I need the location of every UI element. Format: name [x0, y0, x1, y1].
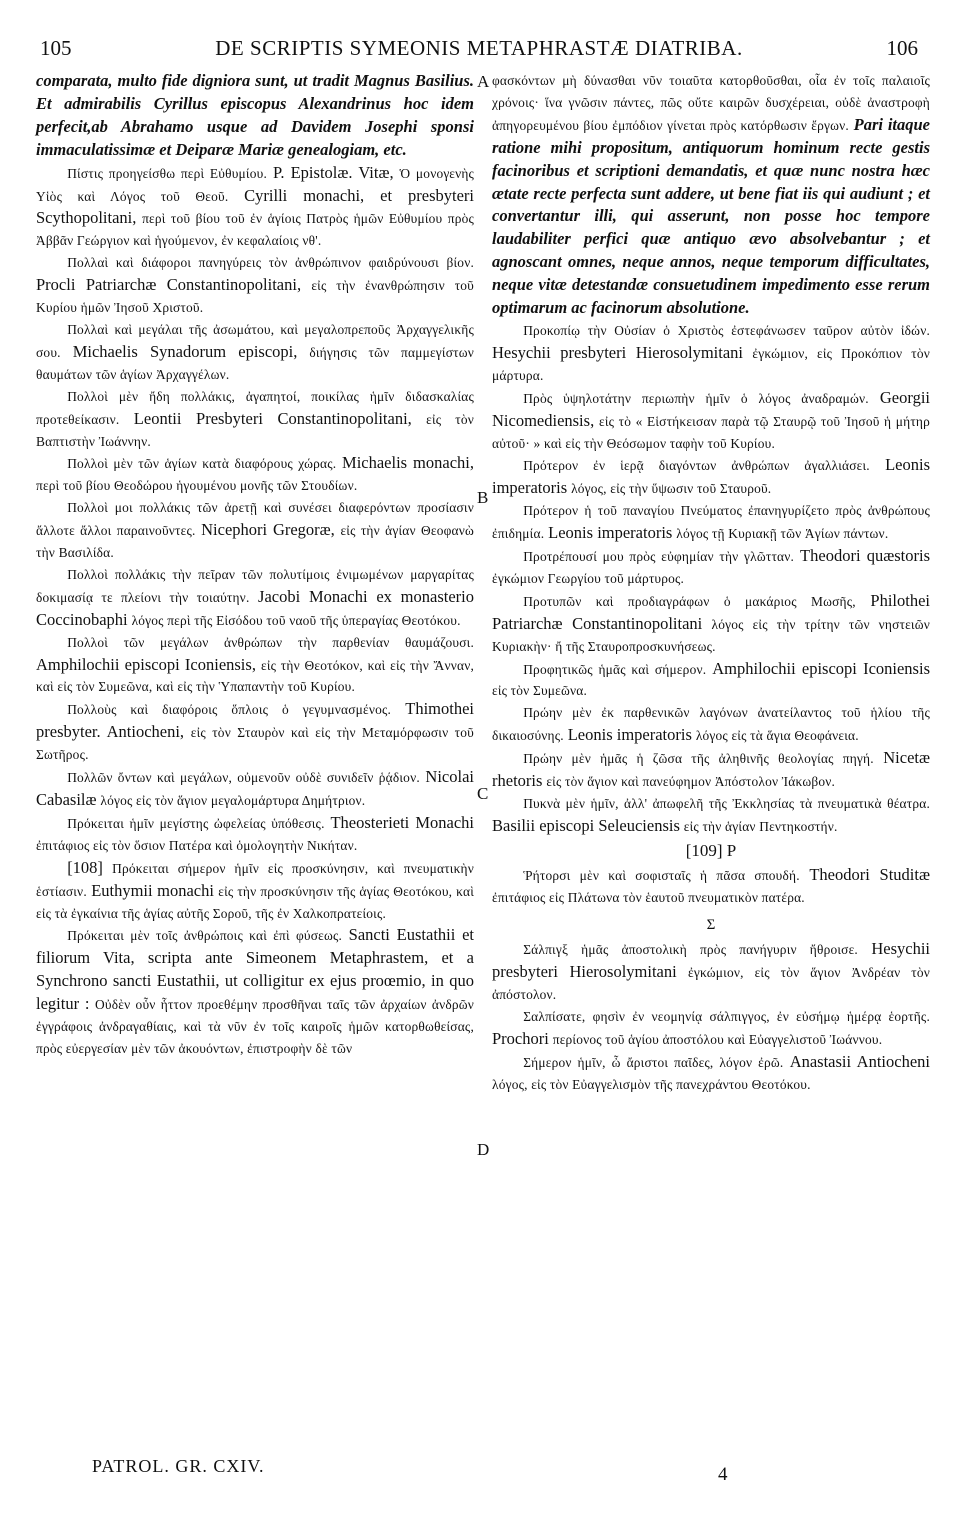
paragraph: Προφητικῶς ἡμᾶς καὶ σήμερον. Amphilochii episcopi Iconiensis εἰς τὸν Συμεῶνα.: [492, 658, 930, 699]
paragraph: Πολλῶν ὄντων καὶ μεγάλων, οὐμενοῦν οὐδὲ συνιδεῖν ῥᾴδιον. Nicolai Cabasilæ λόγος εἰς τὸν ἅγιον μεγαλομάρτυρα Δημήτριον.: [36, 767, 474, 809]
paragraph: Σάλπιγξ ἡμᾶς ἀποστολικὴ πρὸς πανήγυριν ἤθροισε. Hesychii presbyteri Hierosolymitani ἐγκώμιον, εἰς τὸν ἅγιον Ἀνδρέαν τὸν ἀπόστολον.: [492, 939, 930, 1003]
margin-marker-c: C: [477, 784, 489, 803]
paragraph: [108] Πρόκειται σήμερον ἡμῖν εἰς προσκύνησιν, καὶ πνευματικὴν ἑστίασιν. Euthymii monachi εἰς τὴν προσκύνησιν τῆς ἁγίας Θεοτόκου, καὶ εἰς τὰ ἐγκαίνια τῆς ἁγίας αὐτῆς Σοροῦ, τῆς ἐν Χαλκοπρατείοις.: [36, 857, 474, 921]
right-column: [492, 70, 930, 1096]
paragraph: φασκόντων μὴ δύνασθαι νῦν τοιαῦτα κατορθοῦσθαι, οἷα ἐν τοῖς παλαιοῖς χρόνοις· ἵνα γνῶσιν πάντες, πῶς οὔτε καιρῶν δυσχέρειαι, οὐδὲ ἀναστροφὴ ἀπηγορευμένου βίου ἐμπόδιον γίνεται πρὸς κατόρθωσιν ἔργων. Pari itaque ratione mihi propositum, antiquorum hominum recte gestis facinoribus et scriptioni demandatis, et quæ nunc nostra hæc ætate recte perfecta sunt addere, ut bene fiat iis qui audiunt ; et convertantur illi, qui asserunt, non posse hoc tempore laudabiliter perfici quæ antiquo ævo absolvebantur ; et agnoscant omnes, neque annos, neque temporum difficultates, neque vitæ detestandæ consuetudinem impedimento esse rerum optimarum ac facinorum absolutione.: [492, 73, 930, 318]
paragraph: Πολλαὶ καὶ διάφοροι πανηγύρεις τὸν ἀνθρώπινον φαιδρύνουσι βίον. Procli Patriarchæ Constantinopolitani, εἰς τὴν ἐνανθρώπησιν τοῦ Κυρίου ἡμῶν Ἰησοῦ Χριστοῦ.: [36, 255, 475, 316]
paragraph: Πολλοὶ μοι πολλάκις τῶν ἀρετῇ καὶ συνέσει διαφερόντων προσίασιν ἄλλοτε ἄλλοι παραινοῦντες. Nicephori Gregoræ, εἰς τὴν ἁγίαν Θεοφανὼ τὴν Βασιλίδα.: [36, 500, 475, 561]
paragraph: Προτρέπουσί μου πρὸς εὐφημίαν τὴν γλῶτταν. Theodori quæstoris ἐγκώμιον Γεωργίου τοῦ μάρτυρος.: [492, 546, 931, 586]
paragraph: Σήμερον ἡμῖν, ὦ ἄριστοι παῖδες, λόγον ἐρῶ. Anastasii Antiocheni λόγος, εἰς τὸν Εὐαγγελισμὸν τῆς πανεχράντου Θεοτόκου.: [492, 1051, 930, 1092]
page-number-right: 106: [886, 36, 918, 60]
section-number: [109] P: [685, 840, 737, 860]
footer-signature: PATROL. GR. CXIV.: [92, 1456, 265, 1476]
paragraph: Πρώην μὲν ἡμᾶς ἡ ζῶσα τῆς ἀληθινῆς θεολογίας πηγή. Nicetæ rhetoris εἰς τὸν ἅγιον καὶ πανεύφημον Ἀπόστολον Ἰάκωβον.: [492, 748, 930, 791]
paragraph: Πρόκειται ἡμῖν μεγίστης ὠφελείας ὑπόθεσις. Theosterieti Monachi ἐπιτάφιος εἰς τὸν ὅσιον Πατέρα καὶ ὁμολογητὴν Νικήταν.: [36, 812, 474, 853]
paragraph: Ῥήτορσι μὲν καὶ σοφισταῖς ἡ πᾶσα σπουδή. Theodori Studitæ ἐπιτάφιος εἰς Πλάτωνα τὸν ἑαυτοῦ πνευματικὸν πατέρα.: [492, 864, 930, 905]
running-header: [40, 36, 918, 66]
margin-marker-d: D: [477, 1140, 490, 1159]
paragraph: Πρότερον ἡ τοῦ παναγίου Πνεύματος ἐπανηγυρίζετο πρὸς ἀνθρώπους ἐπιδημία. Leonis imperatoris λόγος τῇ Κυριακῇ τῶν Ἁγίων πάντων.: [492, 503, 930, 543]
paragraph: Πολλοὶ μὲν ἤδη πολλάκις, ἀγαπητοί, ποικίλας ἡμῖν διδασκαλίας προτεθείκασιν. Leontii Presbyteri Constantinopolitani, εἰς τὸν Βαπτιστὴν Ἰωάννην.: [36, 388, 474, 449]
paragraph: Πρὸς ὑψηλοτάτην περιωπὴν ἡμῖν ὁ λόγος ἀναδραμών. Georgii Nicomediensis, εἰς τὸ « Εἱστήκεισαν παρὰ τῷ Σταυρῷ τοῦ Ἰησοῦ ἡ μήτηρ αὐτοῦ· » καὶ εἰς τὴν Θεόσωμον ταφὴν τοῦ Κυρίου.: [492, 387, 930, 451]
paragraph: Πρόκειται μὲν τοῖς ἀνθρώποις καὶ ἐπὶ φύσεως. Sancti Eustathii et filiorum Vita, scripta ante Simeonem Metaphrastem, et a Synchrono sancti Eustathii, ut colligitur ex ejus proœmio, in quo legitur : Οὐδὲν οὖν ἧττον προεθέμην προσθῆναι ταῖς τῶν ἀρχαίων ἀνδρῶν ἐγγράφοις ἀνδραγαθίαις, καὶ τὰ νῦν ἐν τοῖς καιροῖς ἡμῶν κατορθωθείσας, πρὸς εὐεργεσίαν μὲν τῶν ἀκουόντων, ἐπιστροφὴν δὲ τῶν: [36, 925, 475, 1056]
running-title: DE SCRIPTIS SYMEONIS METAPHRASTÆ DIATRIBA.: [215, 36, 743, 60]
margin-marker-a: A: [477, 72, 490, 91]
paragraph: Πολλοὺς καὶ διαφόροις ὅπλοις ὁ γεγυμνασμένος. Thimothei presbyter. Antiocheni, εἰς τὸν Σταυρὸν καὶ εἰς τὴν Μεταμόρφωσιν τοῦ Σωτῆρος.: [36, 699, 474, 763]
paragraph: comparata, multo fide digniora sunt, ut tradit Magnus Basilius. Et admirabilis Cyrillus episcopus Alexandrinus hoc idem perfecit,ab Abrahamo usque ad Davidem Josephi sponsi immaculatissimæ et Deiparæ Mariæ genealogiam, etc.: [36, 71, 474, 159]
paragraph: Πίστις προηγείσθω περὶ Εὐθυμίου. P. Epistolæ. Vitæ, Ὁ μονογενὴς Υἱὸς καὶ Λόγος τοῦ Θεοῦ. Cyrilli monachi, et presbyteri Scythopolitani, περὶ τοῦ βίου τοῦ ἐν ἁγίοις Πατρὸς ἡμῶν Εὐθυμίου πρὸς Ἀββᾶν Γεώργιον καὶ ἡγούμενον, ἐν κεφαλαίοις νθ'.: [36, 162, 475, 249]
paragraph: Προκοπίῳ τὴν Οὐσίαν ὁ Χριστὸς ἐστεφάνωσεν ταῦρον αὐτὸν ἰδών. Hesychii presbyteri Hierosolymitani ἐγκώμιον, εἰς Προκόπιον τὸν μάρτυρα.: [492, 322, 930, 383]
section-letter: Σ: [706, 916, 716, 933]
paragraph: Πολλοὶ μὲν τῶν ἁγίων κατὰ διαφόρους χώρας. Michaelis monachi, περὶ τοῦ βίου Θεοδώρου ἡγουμένου μονῆς τῶν Στουδίων.: [36, 453, 474, 494]
left-column: [36, 70, 474, 1060]
paragraph: Πρώην μὲν ἐκ παρθενικῶν λαγόνων ἀνατείλαντος τοῦ ἡλίου τῆς δικαιοσύνης. Leonis imperatoris λόγος εἰς τὰ ἅγια Θεοφάνεια.: [492, 705, 930, 745]
paragraph: Πολλοὶ τῶν μεγάλων ἀνθρώπων τὴν παρθενίαν θαυμάζουσι. Amphilochii episcopi Iconiensis, εἰς τὴν Θεοτόκον, καὶ εἰς τὴν Ἄνναν, καὶ εἰς τὸν Συμεῶνα, καὶ εἰς τὴν Ὑπαπαντὴν τοῦ Κυρίου.: [36, 634, 475, 695]
paragraph: Πολλαὶ καὶ μεγάλαι τῆς ἀσωμάτου, καὶ μεγαλοπρεποῦς Ἀρχαγγελικῆς σου. Michaelis Synadorum episcopi, διήγησις τῶν παμμεγίστων θαυμάτων τῶν ἁγίων Ἀρχαγγέλων.: [36, 321, 474, 382]
footer-signature-number: 4: [718, 1464, 728, 1485]
paragraph: Πολλοὶ πολλάκις τὴν πεῖραν τῶν πολυτίμοις ἐνιμωμένων μαργαρίτας δοκιμασίᾳ τε πλείονι τὴν τοιαύτην. Jacobi Monachi ex monasterio Coccinobaphi λόγος περὶ τῆς Εἰσόδου τοῦ ναοῦ τῆς ὑπεραγίας Θεοτόκου.: [36, 566, 474, 629]
paragraph: Προτυπῶν καὶ προδιαγράφων ὁ μακάριος Μωσῆς, Philothei Patriarchæ Constantinopolitani λόγος εἰς τὴν τρίτην τῶν νηστειῶν Κυριακὴν· ἤ τῆς Σταυροπροσκυνήσεως.: [492, 590, 931, 654]
page-number-left: 105: [40, 36, 72, 60]
paragraph: Πρότερον ἐν ἱερᾷ διαγόντων ἀνθρώπων ἀγαλλιάσει. Leonis imperatoris λόγος, εἰς τὴν ὕψωσιν τοῦ Σταυροῦ.: [492, 455, 931, 498]
margin-marker-b: B: [477, 488, 489, 507]
paragraph: Πυκνὰ μὲν ἡμῖν, ἀλλ' ἀπωφελῆ τῆς Ἐκκλησίας τὰ πνευματικὰ θέατρα. Basilii episcopi Seleuciensis εἰς τὴν ἁγίαν Πεντηκοστήν.: [492, 796, 930, 835]
paragraph: Σαλπίσατε, φησὶν ἐν νεομηνίᾳ σάλπιγγος, ἐν εὐσήμῳ ἡμέρᾳ ἑορτῆς. Prochori περίονος τοῦ ἁγίου ἀποστόλου καὶ Εὐαγγελιστοῦ Ἰωάννου.: [492, 1009, 930, 1049]
